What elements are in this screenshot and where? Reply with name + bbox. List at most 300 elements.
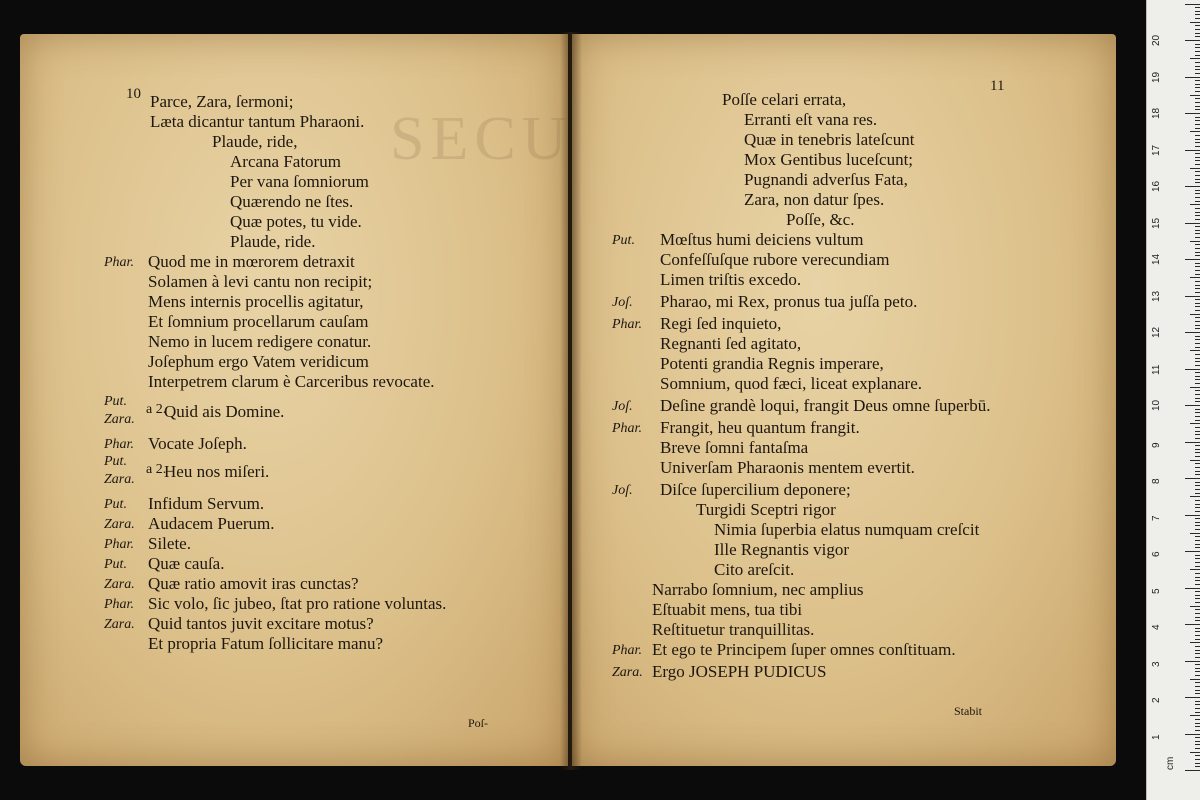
ruler-tick xyxy=(1195,233,1200,234)
ruler-tick xyxy=(1195,474,1200,475)
bleed-through-text: SECUND xyxy=(390,105,675,173)
ruler-tick xyxy=(1195,164,1200,165)
ruler-tick xyxy=(1185,478,1200,479)
ruler-tick xyxy=(1195,208,1200,209)
ruler-tick xyxy=(1195,69,1200,70)
verse-line: Zara, non datur ſpes. xyxy=(744,190,885,209)
ruler-tick xyxy=(1195,91,1200,92)
ruler-tick xyxy=(1195,409,1200,410)
ruler-tick xyxy=(1195,365,1200,366)
ruler-tick xyxy=(1195,445,1200,446)
ruler-tick xyxy=(1195,29,1200,30)
ruler-tick xyxy=(1195,87,1200,88)
ruler-tick xyxy=(1195,766,1200,767)
ruler-tick xyxy=(1195,536,1200,537)
verse-line: Joſephum ergo Vatem veridicum xyxy=(148,352,369,371)
ruler-tick xyxy=(1195,153,1200,154)
book-gutter xyxy=(560,32,582,770)
ruler-tick xyxy=(1185,369,1200,370)
ruler-tick xyxy=(1195,325,1200,326)
speaker-label: Zara. xyxy=(104,617,135,632)
ruler-tick xyxy=(1195,620,1200,621)
ruler-tick xyxy=(1195,748,1200,749)
ruler-tick xyxy=(1185,259,1200,260)
ruler-tick xyxy=(1190,22,1200,23)
ruler-tick xyxy=(1195,755,1200,756)
ruler-label: 20 xyxy=(1151,34,1162,46)
ruler-tick xyxy=(1195,51,1200,52)
ruler-tick xyxy=(1195,726,1200,727)
ruler-tick xyxy=(1195,416,1200,417)
verse-line: Sic volo, ſic jubeo, ſtat pro ratione voluntas. xyxy=(148,594,447,613)
ruler-tick xyxy=(1190,168,1200,169)
ruler-tick xyxy=(1195,580,1200,581)
ruler-tick xyxy=(1190,496,1200,497)
ruler-tick xyxy=(1195,562,1200,563)
ruler-tick xyxy=(1195,730,1200,731)
ruler-tick xyxy=(1195,142,1200,143)
ruler-tick xyxy=(1195,146,1200,147)
ruler-tick xyxy=(1185,588,1200,589)
ruler-tick xyxy=(1195,288,1200,289)
ruler-tick xyxy=(1195,80,1200,81)
ruler-tick xyxy=(1195,124,1200,125)
ruler-tick xyxy=(1195,704,1200,705)
speaker-label: Put. xyxy=(104,454,127,469)
measuring-ruler xyxy=(1146,0,1200,800)
ruler-tick xyxy=(1195,281,1200,282)
ruler-label: 14 xyxy=(1151,253,1162,265)
ruler-tick xyxy=(1195,712,1200,713)
ruler-tick xyxy=(1190,569,1200,570)
ruler-tick xyxy=(1195,11,1200,12)
ruler-tick xyxy=(1195,617,1200,618)
ruler-tick xyxy=(1195,544,1200,545)
ruler-tick xyxy=(1195,102,1200,103)
verse-line: Eſtuabit mens, tua tibi xyxy=(652,600,803,619)
ruler-tick xyxy=(1185,770,1200,771)
speaker-label: Phar. xyxy=(104,255,134,270)
ruler-tick xyxy=(1195,372,1200,373)
speaker-label: Put. xyxy=(612,233,635,248)
ruler-tick xyxy=(1195,525,1200,526)
speaker-label: Phar. xyxy=(104,597,134,612)
speaker-label: Phar. xyxy=(612,317,642,332)
verse-line: Poſſe celari errata, xyxy=(722,90,847,109)
speaker-label: Zara. xyxy=(104,412,135,427)
ruler-tick xyxy=(1190,387,1200,388)
ruler-label: 8 xyxy=(1151,478,1162,484)
ruler-tick xyxy=(1185,515,1200,516)
ruler-tick xyxy=(1195,390,1200,391)
ruler-label: 2 xyxy=(1151,697,1162,703)
ruler-tick xyxy=(1190,131,1200,132)
ruler-tick xyxy=(1195,263,1200,264)
ruler-tick xyxy=(1195,336,1200,337)
ruler-tick xyxy=(1185,223,1200,224)
ruler-tick xyxy=(1190,642,1200,643)
catchword-right: Stabit xyxy=(954,704,983,718)
ruler-tick xyxy=(1195,555,1200,556)
verse-line: Mens internis procellis agitatur, xyxy=(148,292,364,311)
verse-line: Quid ais Domine. xyxy=(164,402,285,421)
verse-line: Plaude, ride. xyxy=(230,232,316,251)
ruler-tick xyxy=(1195,215,1200,216)
ruler-tick xyxy=(1190,350,1200,351)
ruler-tick xyxy=(1190,679,1200,680)
verse-line: Frangit, heu quantum frangit. xyxy=(660,418,860,437)
ruler-tick xyxy=(1195,117,1200,118)
ruler-tick xyxy=(1195,292,1200,293)
verse-line: Limen triſtis excedo. xyxy=(660,270,802,289)
verse-line: Parce, Zara, ſermoni; xyxy=(150,92,294,111)
ruler-tick xyxy=(1195,219,1200,220)
verse-line: Interpetrem clarum è Carceribus revocate. xyxy=(148,372,435,391)
ruler-tick xyxy=(1195,139,1200,140)
ruler-tick xyxy=(1195,631,1200,632)
page-number-left: 10 xyxy=(126,86,141,102)
ruler-tick xyxy=(1195,452,1200,453)
ruler-tick xyxy=(1195,7,1200,8)
ruler-tick xyxy=(1195,573,1200,574)
ruler-tick xyxy=(1195,212,1200,213)
ruler-tick xyxy=(1195,226,1200,227)
ruler-tick xyxy=(1195,383,1200,384)
ruler-tick xyxy=(1195,613,1200,614)
ruler-tick xyxy=(1195,160,1200,161)
verse-line: Audacem Puerum. xyxy=(148,514,275,533)
ruler-tick xyxy=(1195,25,1200,26)
ruler-tick xyxy=(1195,664,1200,665)
ruler-tick xyxy=(1195,504,1200,505)
verse-line: Poſſe, &c. xyxy=(786,210,855,229)
ruler-tick xyxy=(1195,489,1200,490)
ruler-tick xyxy=(1195,708,1200,709)
verse-line: Quæ cauſa. xyxy=(148,554,225,573)
ruler-tick xyxy=(1195,33,1200,34)
ruler-tick xyxy=(1195,201,1200,202)
verse-line: Cito areſcit. xyxy=(714,560,795,579)
verse-line: Et ego te Principem ſuper omnes conſtituam. xyxy=(652,640,956,659)
ruler-label: 10 xyxy=(1151,399,1162,411)
ruler-tick xyxy=(1195,701,1200,702)
ruler-label: 11 xyxy=(1151,364,1162,375)
ruler-tick xyxy=(1195,449,1200,450)
verse-line: Et propria Fatum ſollicitare manu? xyxy=(148,634,384,653)
ruler-tick xyxy=(1195,55,1200,56)
ruler-tick xyxy=(1185,661,1200,662)
ruler-label: 13 xyxy=(1151,290,1162,302)
ruler-tick xyxy=(1195,193,1200,194)
verse-line: Nimia ſuperbia elatus numquam creſcit xyxy=(714,520,980,539)
ruler-tick xyxy=(1195,463,1200,464)
verse-line: Potenti grandia Regnis imperare, xyxy=(660,354,884,373)
ruler-tick xyxy=(1185,734,1200,735)
ruler-tick xyxy=(1195,182,1200,183)
speaker-label: Phar. xyxy=(104,537,134,552)
ruler-tick xyxy=(1195,197,1200,198)
ruler-tick xyxy=(1195,328,1200,329)
ruler-tick xyxy=(1195,493,1200,494)
right-page xyxy=(572,34,1116,766)
left-page xyxy=(20,34,675,766)
ruler-tick xyxy=(1185,4,1200,5)
verse-line: Somnium, quod fæci, liceat explanare. xyxy=(660,374,923,393)
verse-line: Et ſomnium procellarum cauſam xyxy=(148,312,369,331)
ruler-tick xyxy=(1195,635,1200,636)
ruler-label: 9 xyxy=(1151,441,1162,448)
ruler-tick xyxy=(1190,752,1200,753)
ruler-tick xyxy=(1195,602,1200,603)
verse-line: Univerſam Pharaonis mentem evertit. xyxy=(660,458,915,477)
ruler-tick xyxy=(1195,723,1200,724)
verse-line: Pugnandi adverſus Fata, xyxy=(744,170,908,189)
ruler-label: 1 xyxy=(1151,733,1162,740)
ruler-tick xyxy=(1195,274,1200,275)
verse-line: Arcana Fatorum xyxy=(230,152,341,171)
ruler-tick xyxy=(1190,314,1200,315)
ruler-tick xyxy=(1195,379,1200,380)
ruler-tick xyxy=(1195,175,1200,176)
ruler-tick xyxy=(1195,354,1200,355)
verse-line: Nemo in lucem redigere conatur. xyxy=(148,332,372,351)
ruler-tick xyxy=(1195,719,1200,720)
ruler-tick xyxy=(1195,500,1200,501)
ruler-tick xyxy=(1195,420,1200,421)
speaker-label: Phar. xyxy=(104,437,134,452)
ruler-tick xyxy=(1190,423,1200,424)
ruler-tick xyxy=(1195,171,1200,172)
ruler-tick xyxy=(1195,109,1200,110)
speaker-label: Joſ. xyxy=(612,399,633,414)
ruler-label: 3 xyxy=(1151,660,1162,667)
ruler-label: 17 xyxy=(1151,144,1162,156)
ruler-tick xyxy=(1195,598,1200,599)
ruler-tick xyxy=(1195,237,1200,238)
verse-line: Infidum Servum. xyxy=(148,494,265,513)
ruler-tick xyxy=(1195,540,1200,541)
ruler-tick xyxy=(1195,686,1200,687)
ruler-tick xyxy=(1195,299,1200,300)
speaker-label: Zara. xyxy=(104,517,135,532)
verse-line: Quærendo ne ſtes. xyxy=(230,192,354,211)
ruler-tick xyxy=(1195,255,1200,256)
ruler-tick xyxy=(1185,40,1200,41)
ruler-tick xyxy=(1195,321,1200,322)
ruler-tick xyxy=(1195,343,1200,344)
ruler-tick xyxy=(1195,690,1200,691)
ruler-tick xyxy=(1195,44,1200,45)
verse-line: Quæ potes, tu vide. xyxy=(230,212,362,231)
ruler-tick xyxy=(1195,456,1200,457)
ruler-tick xyxy=(1195,693,1200,694)
verse-line: Quæ ratio amovit iras cunctas? xyxy=(148,574,359,593)
ruler-tick xyxy=(1195,547,1200,548)
verse-line: Solamen à levi cantu non recipit; xyxy=(148,272,373,291)
verse-line: Reſtituetur tranquillitas. xyxy=(652,620,815,639)
ensemble-note: a 2. xyxy=(146,402,167,417)
ruler-tick xyxy=(1195,471,1200,472)
verse-line: Breve ſomni fantaſma xyxy=(660,438,809,457)
ruler-tick xyxy=(1195,252,1200,253)
ruler-tick xyxy=(1195,62,1200,63)
verse-line: Silete. xyxy=(148,534,191,553)
ruler-tick xyxy=(1195,339,1200,340)
verse-line: Per vana ſomniorum xyxy=(230,172,369,191)
ruler-tick xyxy=(1195,394,1200,395)
open-book xyxy=(20,28,1118,774)
ruler-tick xyxy=(1195,741,1200,742)
ruler-tick xyxy=(1185,697,1200,698)
verse-line: Vocate Joſeph. xyxy=(148,434,247,453)
speaker-label: Joſ. xyxy=(612,483,633,498)
ruler-tick xyxy=(1195,744,1200,745)
verse-line: Mox Gentibus luceſcunt; xyxy=(744,150,914,169)
ruler-tick xyxy=(1195,248,1200,249)
speaker-label: Zara. xyxy=(612,665,643,680)
ruler-tick xyxy=(1195,244,1200,245)
ruler-tick xyxy=(1195,609,1200,610)
verse-line: Diſce ſupercilium deponere; xyxy=(660,480,851,499)
ruler-tick xyxy=(1185,296,1200,297)
ruler-tick xyxy=(1195,347,1200,348)
ruler-label: 7 xyxy=(1151,514,1162,521)
verse-line: Regi ſed inquieto, xyxy=(660,314,782,333)
ruler-tick xyxy=(1195,675,1200,676)
ruler-tick xyxy=(1185,442,1200,443)
ruler-tick xyxy=(1195,668,1200,669)
ruler-tick xyxy=(1195,128,1200,129)
ruler-tick xyxy=(1190,606,1200,607)
verse-line: Regnanti ſed agitato, xyxy=(660,334,802,353)
ruler-tick xyxy=(1190,58,1200,59)
ruler-tick xyxy=(1195,427,1200,428)
catchword-left: Poſ- xyxy=(468,716,489,730)
ruler-tick xyxy=(1195,401,1200,402)
ruler-label: 4 xyxy=(1151,624,1162,630)
ruler-tick xyxy=(1195,310,1200,311)
ruler-tick xyxy=(1195,671,1200,672)
ruler-tick xyxy=(1195,230,1200,231)
ruler-tick xyxy=(1195,398,1200,399)
verse-line: Turgidi Sceptri rigor xyxy=(696,500,836,519)
ruler-tick xyxy=(1195,106,1200,107)
verse-line: Erranti eſt vana res. xyxy=(744,110,878,129)
ruler-tick xyxy=(1195,157,1200,158)
verse-line: Quod me in mœrorem detraxit xyxy=(148,252,355,271)
verse-line: Ergo JOSEPH PUDICUS xyxy=(652,662,827,681)
ruler-tick xyxy=(1190,95,1200,96)
ruler-tick xyxy=(1195,639,1200,640)
speaker-label: Phar. xyxy=(612,643,642,658)
ruler-tick xyxy=(1195,628,1200,629)
ruler-label: 12 xyxy=(1151,326,1162,338)
speaker-label: Joſ. xyxy=(612,295,633,310)
ruler-tick xyxy=(1195,266,1200,267)
ruler-tick xyxy=(1190,241,1200,242)
ruler-tick xyxy=(1195,682,1200,683)
ruler-tick xyxy=(1190,460,1200,461)
ruler-tick xyxy=(1185,186,1200,187)
ruler-tick xyxy=(1195,591,1200,592)
ruler-tick xyxy=(1185,551,1200,552)
ruler-tick xyxy=(1195,438,1200,439)
ruler-tick xyxy=(1185,77,1200,78)
ruler-tick xyxy=(1195,285,1200,286)
ruler-tick xyxy=(1190,715,1200,716)
ruler-label: 6 xyxy=(1151,551,1162,557)
ruler-tick xyxy=(1190,533,1200,534)
ruler-tick xyxy=(1195,135,1200,136)
ruler-tick xyxy=(1185,150,1200,151)
speaker-label: Zara. xyxy=(104,472,135,487)
verse-line: Pharao, mi Rex, pronus tua juſſa peto. xyxy=(660,292,918,311)
ruler-tick xyxy=(1195,511,1200,512)
ruler-label: 5 xyxy=(1151,587,1162,594)
ruler-tick xyxy=(1185,405,1200,406)
ruler-tick xyxy=(1195,98,1200,99)
ruler-tick xyxy=(1195,759,1200,760)
speaker-label: Put. xyxy=(104,557,127,572)
verse-line: Heu nos miſeri. xyxy=(164,462,270,481)
ruler-label: 15 xyxy=(1151,217,1162,229)
ruler-tick xyxy=(1195,36,1200,37)
ruler-tick xyxy=(1190,277,1200,278)
ruler-tick xyxy=(1195,558,1200,559)
verse-line: Quæ in tenebris lateſcunt xyxy=(744,130,915,149)
ensemble-note: a 2. xyxy=(146,462,167,477)
ruler-tick xyxy=(1195,431,1200,432)
ruler-label: 19 xyxy=(1151,71,1162,83)
ruler-tick xyxy=(1195,595,1200,596)
verse-line: Plaude, ride, xyxy=(212,132,298,151)
verse-line: Læta dicantur tantum Pharaoni. xyxy=(150,112,365,131)
verse-line: Ille Regnantis vigor xyxy=(714,540,850,559)
ruler-label: 16 xyxy=(1151,180,1162,192)
verse-line: Deſine grandè loqui, frangit Deus omne ſuperbū. xyxy=(660,396,991,415)
ruler-tick xyxy=(1195,412,1200,413)
ruler-tick xyxy=(1195,737,1200,738)
ruler-tick xyxy=(1195,650,1200,651)
ruler-tick xyxy=(1195,190,1200,191)
ruler-tick xyxy=(1185,624,1200,625)
ruler-tick xyxy=(1195,270,1200,271)
ruler-tick xyxy=(1195,584,1200,585)
ruler-tick xyxy=(1195,482,1200,483)
ruler-tick xyxy=(1195,646,1200,647)
ruler-tick xyxy=(1195,358,1200,359)
ruler-tick xyxy=(1195,507,1200,508)
ruler-tick xyxy=(1195,66,1200,67)
page-number-right: 11 xyxy=(990,78,1005,94)
ruler-tick xyxy=(1195,14,1200,15)
ruler-tick xyxy=(1195,18,1200,19)
ruler-tick xyxy=(1195,376,1200,377)
ruler-tick xyxy=(1185,332,1200,333)
verse-line: Quid tantos juvit excitare motus? xyxy=(148,614,374,633)
ruler-tick xyxy=(1195,529,1200,530)
ruler-tick xyxy=(1195,566,1200,567)
ruler-tick xyxy=(1195,73,1200,74)
ruler-tick xyxy=(1190,204,1200,205)
speaker-label: Put. xyxy=(104,394,127,409)
ruler-unit: cm xyxy=(1165,756,1176,770)
ruler-tick xyxy=(1195,485,1200,486)
ruler-tick xyxy=(1195,577,1200,578)
speaker-label: Phar. xyxy=(612,421,642,436)
ruler-label: 18 xyxy=(1151,107,1162,119)
ruler-tick xyxy=(1185,113,1200,114)
